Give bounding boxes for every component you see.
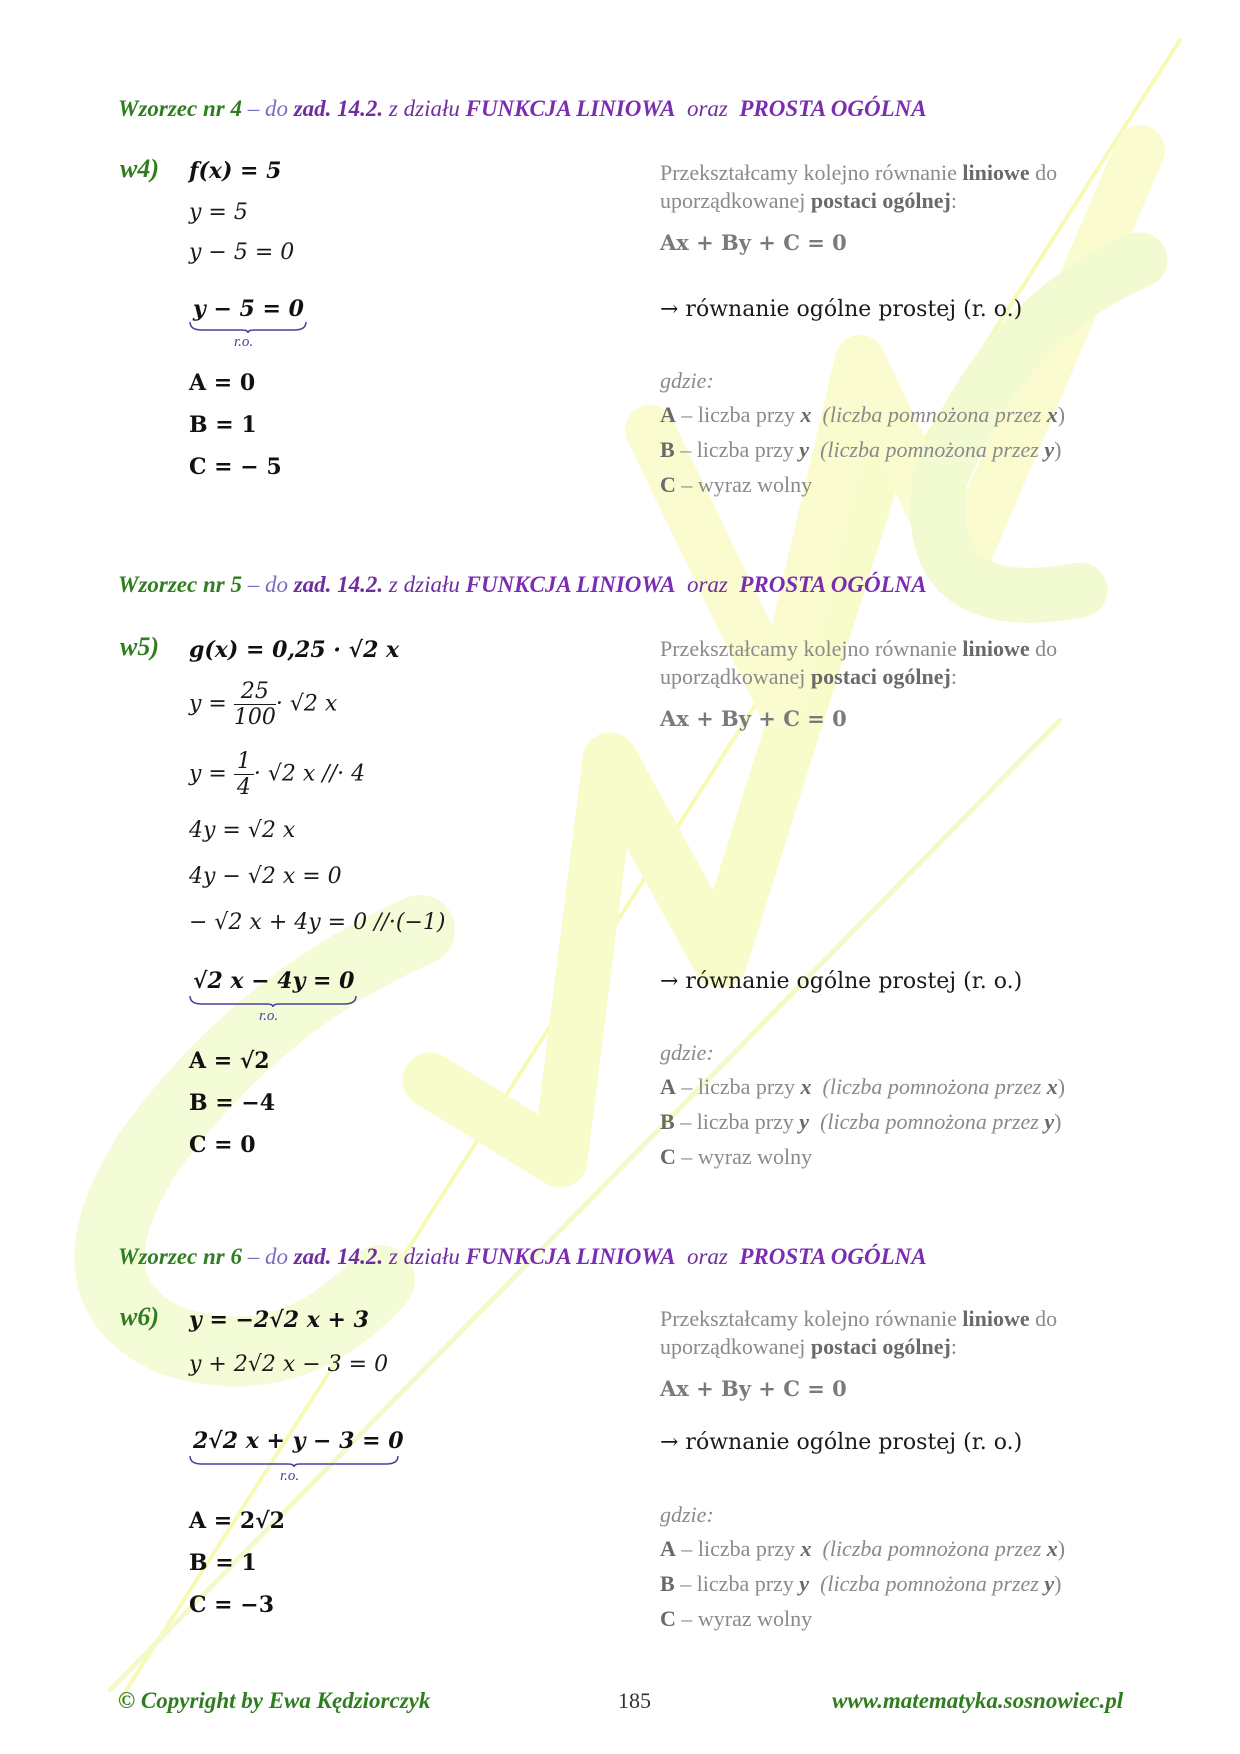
pattern-4-explain-2: uporządkowanej postaci ogólnej: — [660, 188, 957, 213]
pattern-6-header: Wzorzec nr 6 – do zad. 14.2. z działu FUNKCJA LINIOWA oraz PROSTA OGÓLNA — [118, 1244, 927, 1269]
pattern-4-step-2: y − 5 = 0 — [189, 240, 295, 265]
pattern-5-ro-label: r.o. — [259, 1008, 279, 1024]
pattern-5-label: w5) — [120, 632, 159, 661]
pattern-4-A-desc: A – liczba przy x (liczba pomnożona przez x) — [660, 402, 1066, 427]
pattern-6-step-1: y + 2√2 x − 3 = 0 — [189, 1352, 389, 1377]
pattern-5-step-1: y = $\frac{25}{100}$ · √2 x — [189, 679, 338, 731]
pattern-6-A-desc: A – liczba przy x (liczba pomnożona przez x) — [660, 1536, 1066, 1561]
pattern-5-explain-2: uporządkowanej postaci ogólnej: — [660, 664, 957, 689]
pattern-4-general-form: y − 5 = 0 — [193, 296, 304, 322]
pattern-5-arrow-note: → równanie ogólne prostej (r. o.) — [660, 969, 1023, 994]
pattern-5-explain-1: Przekształcamy kolejno równanie liniowe do — [660, 636, 1058, 661]
pattern-4-given: f(x) = 5 — [189, 158, 282, 184]
pattern-6-C: C = −3 — [189, 1592, 275, 1618]
pattern-6-B: B = 1 — [189, 1550, 257, 1576]
pattern-4-B-desc: B – liczba przy y (liczba pomnożona przez y) — [660, 437, 1062, 462]
pattern-6-B-desc: B – liczba przy y (liczba pomnożona przez y) — [660, 1571, 1062, 1596]
pattern-6-gdzie: gdzie: — [660, 1502, 714, 1527]
pattern-4-label: w4) — [120, 154, 159, 183]
pattern-5-B: B = −4 — [189, 1090, 276, 1116]
pattern-6-arrow-note: → równanie ogólne prostej (r. o.) — [660, 1430, 1023, 1455]
pattern-4-general-formula: Ax + By + C = 0 — [660, 230, 847, 255]
pattern-5-B-desc: B – liczba przy y (liczba pomnożona przez y) — [660, 1109, 1062, 1134]
pattern-4-C-desc: C – wyraz wolny — [660, 472, 813, 497]
pattern-4-underbrace — [188, 320, 308, 334]
pattern-4-C: C = − 5 — [189, 454, 282, 480]
pattern-6-general-formula: Ax + By + C = 0 — [660, 1376, 847, 1401]
pattern-6-explain-2: uporządkowanej postaci ogólnej: — [660, 1334, 957, 1359]
pattern-5-step-4: 4y − √2 x = 0 — [189, 864, 342, 889]
pattern-5-step-3: 4y = √2 x — [189, 818, 296, 843]
pattern-5-gdzie: gdzie: — [660, 1040, 714, 1065]
pattern-6-label: w6) — [120, 1302, 159, 1331]
pattern-6-given: y = −2√2 x + 3 — [189, 1307, 369, 1333]
pattern-4-A: A = 0 — [189, 370, 256, 396]
pattern-6-C-desc: C – wyraz wolny — [660, 1606, 813, 1631]
pattern-4-ro-label: r.o. — [234, 334, 254, 350]
pattern-5-general-form: √2 x − 4y = 0 — [193, 968, 355, 994]
pattern-6-ro-label: r.o. — [280, 1468, 300, 1484]
pattern-4-header: Wzorzec nr 4 – do zad. 14.2. z działu FUNKCJA LINIOWA oraz PROSTA OGÓLNA — [118, 96, 927, 121]
pattern-5-step-5: − √2 x + 4y = 0 //·(−1) — [189, 910, 446, 935]
pattern-6-A: A = 2√2 — [189, 1508, 285, 1534]
page-number: 185 — [618, 1688, 651, 1713]
pattern-4-gdzie: gdzie: — [660, 368, 714, 393]
pattern-6-general-form: 2√2 x + y − 3 = 0 — [193, 1428, 404, 1454]
pattern-4-arrow-note: → równanie ogólne prostej (r. o.) — [660, 297, 1023, 322]
pattern-6-underbrace — [188, 1454, 400, 1468]
pattern-5-general-formula: Ax + By + C = 0 — [660, 706, 847, 731]
pattern-6-explain-1: Przekształcamy kolejno równanie liniowe do — [660, 1306, 1058, 1331]
pattern-5-A-desc: A – liczba przy x (liczba pomnożona przez x) — [660, 1074, 1066, 1099]
pattern-5-C: C = 0 — [189, 1132, 256, 1158]
footer-copyright: © Copyright by Ewa Kędziorczyk — [118, 1688, 431, 1713]
pattern-5-underbrace — [188, 994, 358, 1008]
pattern-5-A: A = √2 — [189, 1048, 270, 1074]
pattern-5-header: Wzorzec nr 5 – do zad. 14.2. z działu FUNKCJA LINIOWA oraz PROSTA OGÓLNA — [118, 572, 927, 597]
pattern-4-step-1: y = 5 — [189, 200, 248, 225]
pattern-5-step-2: y = $\frac{1}{4}$ · √2 x //· 4 — [189, 749, 366, 801]
pattern-4-B: B = 1 — [189, 412, 257, 438]
pattern-5-C-desc: C – wyraz wolny — [660, 1144, 813, 1169]
pattern-5-given: g(x) = 0,25 · √2 x — [189, 637, 400, 663]
footer-website-link[interactable]: www.matematyka.sosnowiec.pl — [832, 1688, 1124, 1713]
pattern-4-explain-1: Przekształcamy kolejno równanie liniowe do — [660, 160, 1058, 185]
